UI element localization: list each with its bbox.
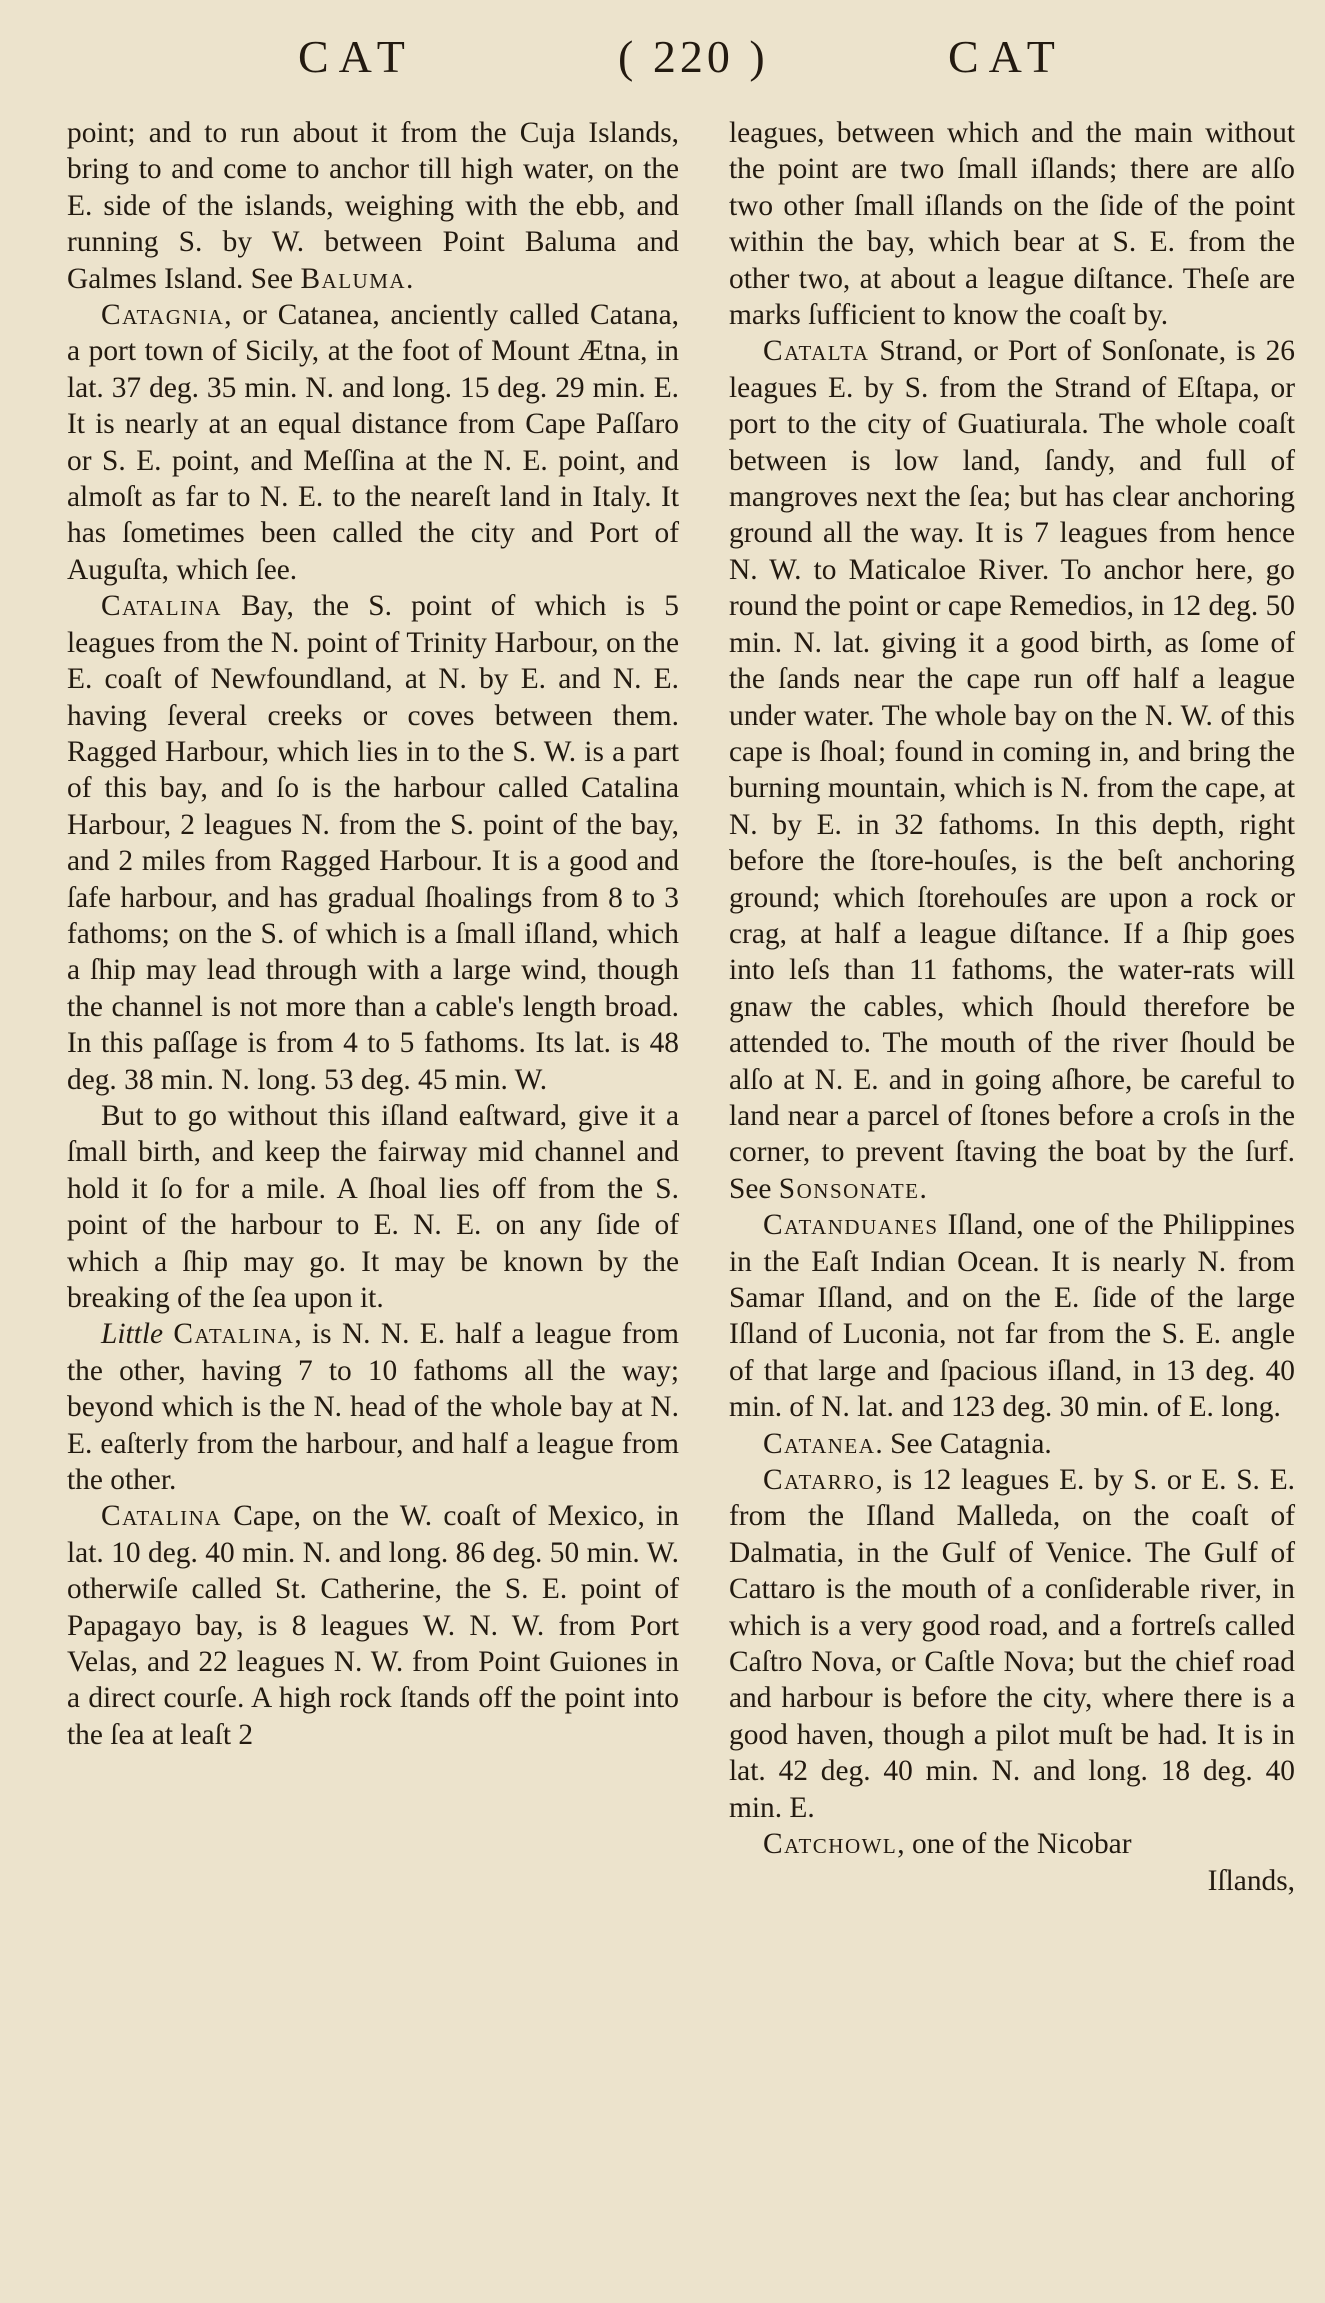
entry-catarro: Catarro, is 12 leagues E. by S. or E. S. E. from the Iſland Malleda, on the coaſt of Dalmatia, in the Gulf of Venice. The Gulf of Cattaro is the mouth of a conſiderable river, in which is a very good road, and a fortreſs called Caſtro Nova, or Caſtle Nova; but the chief road and harbour is before the city, where there is a good haven, though a pilot muſt be had. It is in lat. 42 deg. 40 min. N. and long. 18 deg. 40 min. E. [729, 1464, 1295, 1824]
running-header [0, 30, 1325, 90]
paragraph-continuation: leagues, between which and the main without the point are two ſmall iſlands; there are alſo two other ſmall iſlands on the ſide of the point within the bay, which bear at S. E. from the other two, at about a league diſtance. Theſe are marks ſufficient to know the coaſt by. [729, 117, 1295, 332]
entry-catalina-bay: Catalina Bay, the S. point of which is 5 leagues from the N. point of Trinity Harbour, on the E. coaſt of Newfoundland, at N. by E. and N. E. having ſeveral creeks or coves between them. Ragged Harbour, which lies in to the S. W. is a part of this bay, and ſo is the harbour called Catalina Harbour, 2 leagues N. from the S. point of the bay, and 2 miles from Ragged Harbour. It is a good and ſafe harbour, and has gradual ſhoalings from 8 to 3 fathoms; on the S. of which is a ſmall iſland, which a ſhip may lead through with a large wind, though the channel is not more than a cable's length broad. In this paſſage is from 4 to 5 fathoms. Its lat. is 48 deg. 38 min. N. long. 53 deg. 45 min. W. [67, 590, 679, 1096]
entry-headword: Catalina [101, 590, 222, 623]
paragraph-continuation: point; and to run about it from the Cuja Islands, bring to and come to anchor till high water, on the E. side of the islands, weighing with the ebb, and running S. by W. between Point Baluma and Galmes Island. See Baluma. [67, 117, 679, 295]
entry-little-catalina: Little Catalina, is N. N. E. half a league from the other, having 7 to 10 fathoms all the way; beyond which is the N. head of the whole bay at N. E. eaſterly from the harbour, and half a league from the other. [67, 1318, 679, 1497]
entry-headword: Catalina [101, 1500, 222, 1533]
entry-headword: Catagnia [101, 299, 225, 332]
entry-headword: Catalina [173, 1318, 295, 1351]
paragraph: But to go without this iſland eaſtward, give it a ſmall birth, and keep the fairway mid channel and hold it ſo for a mile. A ſhoal lies off from the S. point of the harbour to E. N. E. on any ſide of which a ſhip may go. It may be known by the breaking of the ſea upon it. [67, 1099, 679, 1314]
header-right-word: CAT [948, 31, 1065, 82]
header-left-word: CAT [298, 31, 415, 82]
entry-catchowl: Catchowl, one of the Nicobar [763, 1828, 1132, 1861]
entry-catagnia: Catagnia, or Catanea, anciently called Catana, a port town of Sicily, at the foot of Mount Ætna, in lat. 37 deg. 35 min. N. and long. 15 deg. 29 min. E. It is nearly at an equal distance from Cape Paſſaro or S. E. point, and Meſſina at the N. E. point, and almoſt as far to N. E. to the neareſt land in Italy. It has ſometimes been called the city and Port of Auguſta, which ſee. [67, 299, 679, 586]
entry-headword: Catchowl [763, 1828, 898, 1861]
entry-headword: Catanduanes [763, 1209, 939, 1242]
right-column [729, 115, 1295, 1899]
entry-headword: Catanea [763, 1427, 876, 1460]
entry-catanea: Catanea. See Catagnia. [763, 1427, 1052, 1460]
page-number: ( 220 ) [618, 31, 769, 82]
entry-catalina-cape: Catalina Cape, on the W. coaſt of Mexico, in lat. 10 deg. 40 min. N. and long. 86 deg. 50 min. W. otherwiſe called St. Catherine, the S. E. point of Papagayo bay, is 8 leagues W. N. W. from Port Velas, and 22 leagues N. W. from Point Guiones in a direct courſe. A high rock ſtands off the point into the ſea at leaſt 2 [67, 1500, 679, 1751]
entry-headword: Catarro [763, 1464, 876, 1497]
catchword: Iſlands, [1207, 1864, 1295, 1897]
entry-catalta: Catalta Strand, or Port of Sonſonate, is 26 leagues E. by S. from the Strand of Eſtapa, or port to the city of Guatiurala. The whole coaſt between is low land, ſandy, and full of mangroves next the ſea; but has clear anchoring ground all the way. It is 7 leagues from hence N. W. to Maticaloe River. To anchor here, go round the point or cape Remedios, in 12 deg. 50 min. N. lat. giving it a good birth, as ſome of the ſands near the cape run off half a league under water. The whole bay on the N. W. of this cape is ſhoal; found in coming in, and bring the burning mountain, which is N. from the cape, at N. by E. in 32 fathoms. In this depth, right before the ſtore-houſes, is the beſt anchoring ground; which ſtorehouſes are upon a rock or crag, at half a league diſtance. If a ſhip goes into leſs than 11 fathoms, the water-rats will gnaw the cables, which ſhould therefore be attended to. The mouth of the river ſhould be alſo at N. E. and in going aſhore, be careful to land near a parcel of ſtones before a croſs in the corner, to prevent ſtaving the boat by the ſurf. See Sonsonate. [729, 335, 1295, 1205]
entry-prefix: Little [101, 1318, 174, 1351]
left-column [67, 115, 679, 1753]
cross-reference: Baluma. [300, 262, 415, 295]
entry-headword: Catalta [763, 335, 870, 368]
entry-catanduanes: Catanduanes Iſland, one of the Philippines in the Eaſt Indian Ocean. It is nearly N. from Samar Iſland, and on the E. ſide of the large Iſland of Luconia, not far from the S. E. angle of that large and ſpacious iſland, in 13 deg. 40 min. of N. lat. and 123 deg. 30 min. of E. long. [729, 1209, 1295, 1424]
cross-reference: Sonsonate. [778, 1172, 929, 1205]
